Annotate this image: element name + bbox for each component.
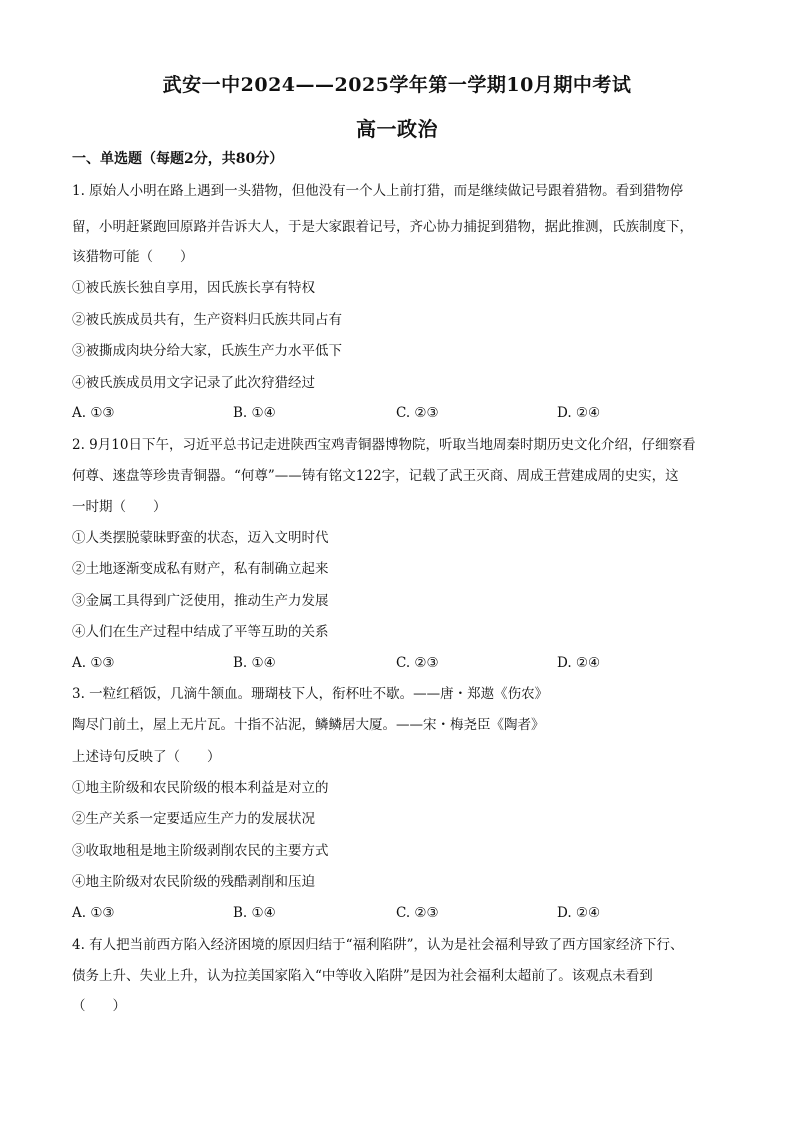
q1-option-b: B. ①④ [233, 405, 276, 421]
q1-stem-line-3: 该猎物可能（ ） [72, 249, 194, 265]
q1-item-1: ①被氏族长独自享用，因氏族长享有特权 [72, 280, 315, 296]
q1-stem-line-1: 1. 原始人小明在路上遇到一头猎物，但他没有一个人上前打猎，而是继续做记号跟着猎物。看到猎物停 [72, 183, 684, 199]
q1-option-c: C. ②③ [396, 405, 439, 421]
q1-item-4: ④被氏族成员用文字记录了此次狩猎经过 [72, 375, 315, 391]
section-heading: 一、单选题（每题2分，共80分） [72, 151, 284, 167]
q2-stem-line-3: 一时期（ ） [72, 499, 167, 515]
q2-option-a: A. ①③ [72, 655, 115, 671]
exam-title: 武安一中2024——2025学年第一学期10月期中考试 [162, 74, 632, 96]
q2-item-1: ①人类摆脱蒙昧野蛮的状态，迈入文明时代 [72, 530, 329, 546]
q3-option-c: C. ②③ [396, 905, 439, 921]
q3-item-4: ④地主阶级对农民阶级的残酷剥削和压迫 [72, 874, 315, 890]
q3-stem-line-1: 3. 一粒红稻饭，几滴牛颔血。珊瑚枝下人，衔杯吐不歇。——唐・郑遨《伤农》 [72, 686, 549, 702]
q1-option-d: D. ②④ [557, 405, 601, 421]
q1-item-3: ③被撕成肉块分给大家，氏族生产力水平低下 [72, 343, 342, 359]
q3-item-3: ③收取地租是地主阶级剥削农民的主要方式 [72, 843, 329, 859]
q3-option-d: D. ②④ [557, 905, 601, 921]
q1-item-2: ②被氏族成员共有，生产资料归氏族共同占有 [72, 312, 342, 328]
q2-stem-line-1: 2. 9月10日下午，习近平总书记走进陕西宝鸡青铜器博物院，听取当地周秦时期历史文化介绍，仔细察看 [72, 437, 696, 453]
q3-item-2: ②生产关系一定要适应生产力的发展状况 [72, 811, 315, 827]
q1-option-a: A. ①③ [72, 405, 115, 421]
q2-item-2: ②土地逐渐变成私有财产，私有制确立起来 [72, 561, 329, 577]
q3-stem-line-3: 上述诗句反映了（ ） [72, 749, 221, 765]
q3-option-b: B. ①④ [233, 905, 276, 921]
q3-option-a: A. ①③ [72, 905, 115, 921]
exam-subtitle: 高一政治 [356, 117, 438, 141]
q4-stem-line-1: 4. 有人把当前西方陷入经济困境的原因归结于“福利陷阱”，认为是社会福利导致了西方国家经济下行、 [72, 937, 684, 953]
q1-stem-line-2: 留，小明赶紧跑回原路并告诉大人，于是大家跟着记号，齐心协力捕捉到猎物，据此推测，氏族制度下， [72, 219, 693, 235]
q4-stem-line-2: 债务上升、失业上升，认为拉美国家陷入“中等收入陷阱”是因为社会福利太超前了。该观点未看到 [72, 968, 653, 984]
q2-option-c: C. ②③ [396, 655, 439, 671]
q2-option-b: B. ①④ [233, 655, 276, 671]
q2-stem-line-2: 何尊、逨盘等珍贵青铜器。“何尊”——铸有铭文122字，记载了武王灭商、周成王营建成周的史实，这 [72, 468, 679, 484]
q3-stem-line-2: 陶尽门前土，屋上无片瓦。十指不沾泥，鳞鳞居大厦。——宋・梅尧臣《陶者》 [72, 717, 545, 733]
q4-stem-line-3: （ ） [72, 998, 126, 1014]
q2-option-d: D. ②④ [557, 655, 601, 671]
q3-item-1: ①地主阶级和农民阶级的根本利益是对立的 [72, 780, 329, 796]
q2-item-4: ④人们在生产过程中结成了平等互助的关系 [72, 624, 329, 640]
q2-item-3: ③金属工具得到广泛使用，推动生产力发展 [72, 593, 329, 609]
